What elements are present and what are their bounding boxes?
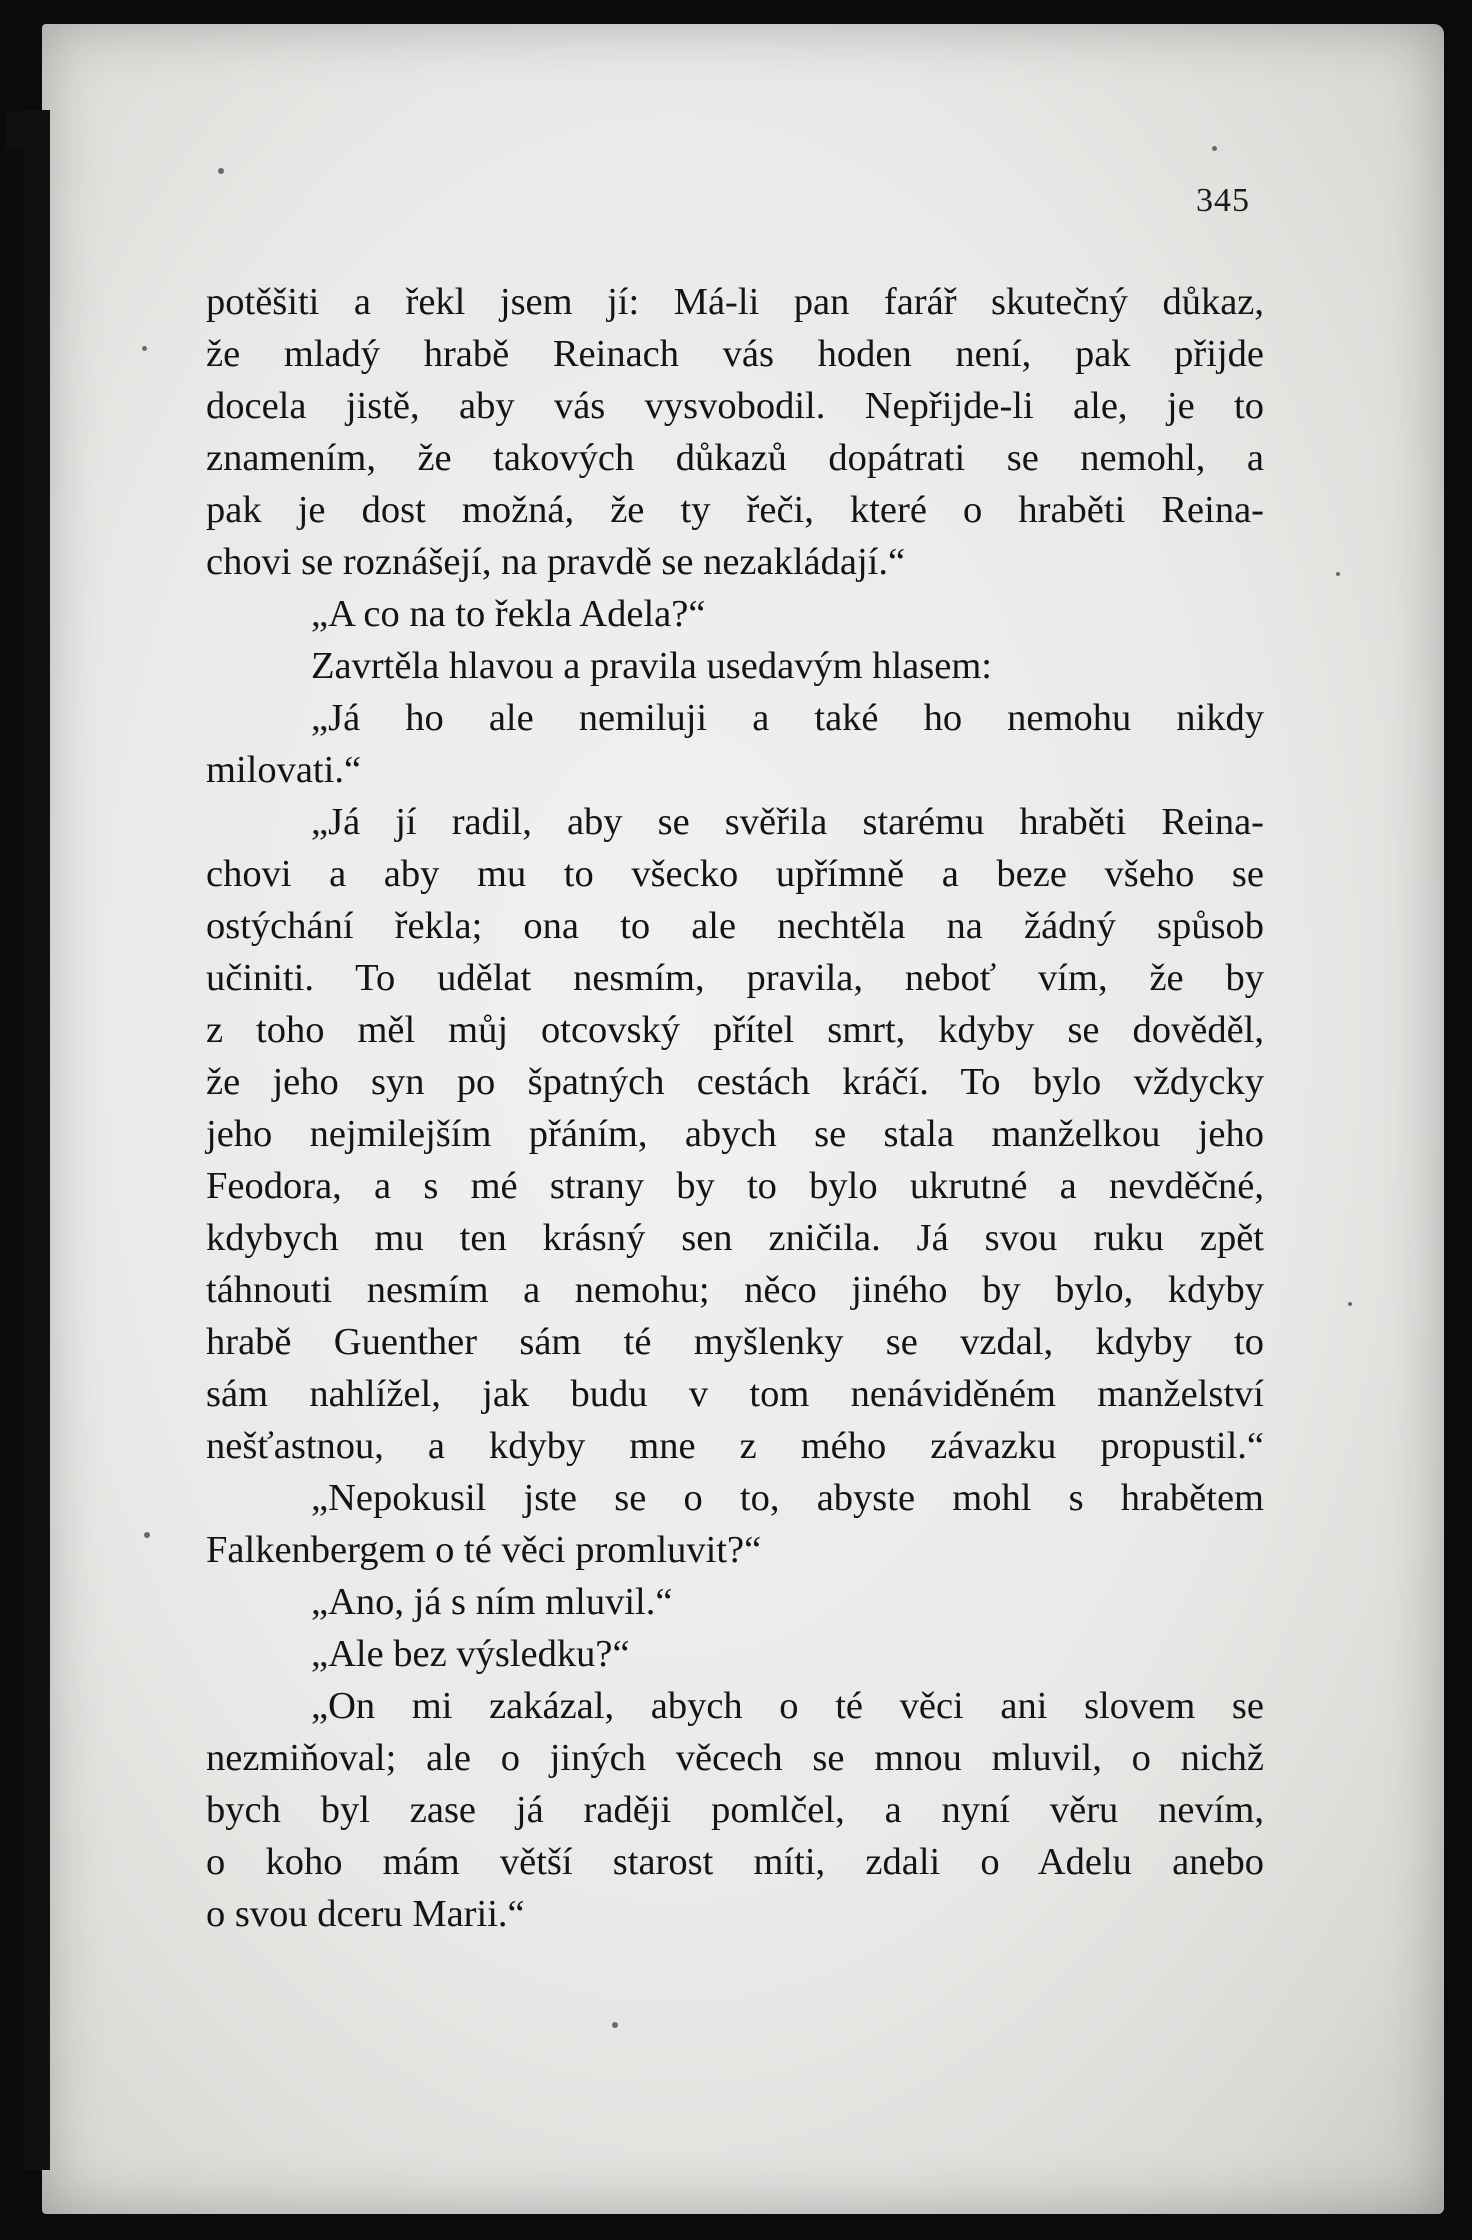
text-line: milovati.“: [206, 749, 362, 791]
text-line: že jeho syn po špatných cestách kráčí. To bylo vždycky: [206, 1061, 1264, 1103]
paper-speck: [142, 346, 147, 351]
body-text: [206, 276, 1264, 1940]
text-line: jeho nejmilejším přáním, abych se stala manželkou jeho: [206, 1113, 1264, 1155]
text-line: „Já ho ale nemiluji a také ho nemohu nikdy: [311, 697, 1264, 739]
text-line: pak je dost možná, že ty řeči, které o hraběti Reina-: [206, 489, 1264, 531]
text-line: táhnouti nesmím a nemohu; něco jiného by bylo, kdyby: [206, 1269, 1264, 1311]
page-number: 345: [1196, 182, 1250, 219]
text-line: Falkenbergem o té věci promluvit?“: [206, 1529, 762, 1571]
text-line: „Ano, já s ním mluvil.“: [311, 1581, 673, 1623]
text-line: docela jistě, aby vás vysvobodil. Nepřijde-li ale, je to: [206, 385, 1264, 427]
text-line: nešťastnou, a kdyby mne z mého závazku propustil.“: [206, 1425, 1264, 1467]
text-line: „A co na to řekla Adela?“: [311, 593, 706, 635]
book-spine-shadow: [24, 110, 50, 2170]
text-line: že mladý hrabě Reinach vás hoden není, pak přijde: [206, 333, 1264, 375]
text-line: potěšiti a řekl jsem jí: Má-li pan farář skutečný důkaz,: [206, 281, 1264, 323]
text-line: o koho mám větší starost míti, zdali o Adelu anebo: [206, 1841, 1264, 1883]
text-line: bych byl zase já raději pomlčel, a nyní věru nevím,: [206, 1789, 1264, 1831]
paper-speck: [1212, 146, 1217, 151]
text-line: „Ale bez výsledku?“: [311, 1633, 630, 1675]
paper-speck: [218, 168, 224, 174]
paper-speck: [144, 1532, 150, 1538]
text-line: ostýchání řekla; ona to ale nechtěla na žádný spůsob: [206, 905, 1264, 947]
paper-speck: [1336, 572, 1340, 576]
paper-speck: [1348, 1302, 1352, 1306]
text-line: učiniti. To udělat nesmím, pravila, neboť vím, že by: [206, 957, 1264, 999]
text-line: sám nahlížel, jak budu v tom nenáviděném manželství: [206, 1373, 1264, 1415]
paper-speck: [612, 2022, 618, 2028]
book-spine-notch: [6, 112, 40, 148]
text-line: nezmiňoval; ale o jiných věcech se mnou mluvil, o nichž: [206, 1737, 1264, 1779]
text-line: Zavrtěla hlavou a pravila usedavým hlasem:: [311, 645, 992, 687]
text-line: „On mi zakázal, abych o té věci ani slovem se: [311, 1685, 1264, 1727]
text-line: z toho měl můj otcovský přítel smrt, kdyby se dověděl,: [206, 1009, 1264, 1051]
text-line: Feodora, a s mé strany by to bylo ukrutné a nevděčné,: [206, 1165, 1264, 1207]
text-line: hrabě Guenther sám té myšlenky se vzdal, kdyby to: [206, 1321, 1264, 1363]
text-line: o svou dceru Marii.“: [206, 1893, 525, 1935]
text-line: „Nepokusil jste se o to, abyste mohl s hrabětem: [311, 1477, 1264, 1519]
text-line: chovi a aby mu to všecko upřímně a beze všeho se: [206, 853, 1264, 895]
text-line: kdybych mu ten krásný sen zničila. Já svou ruku zpět: [206, 1217, 1264, 1259]
text-line: chovi se roznášejí, na pravdě se nezakládají.“: [206, 541, 906, 583]
text-line: „Já jí radil, aby se svěřila starému hraběti Reina-: [311, 801, 1264, 843]
text-line: znamením, že takových důkazů dopátrati se nemohl, a: [206, 437, 1264, 479]
